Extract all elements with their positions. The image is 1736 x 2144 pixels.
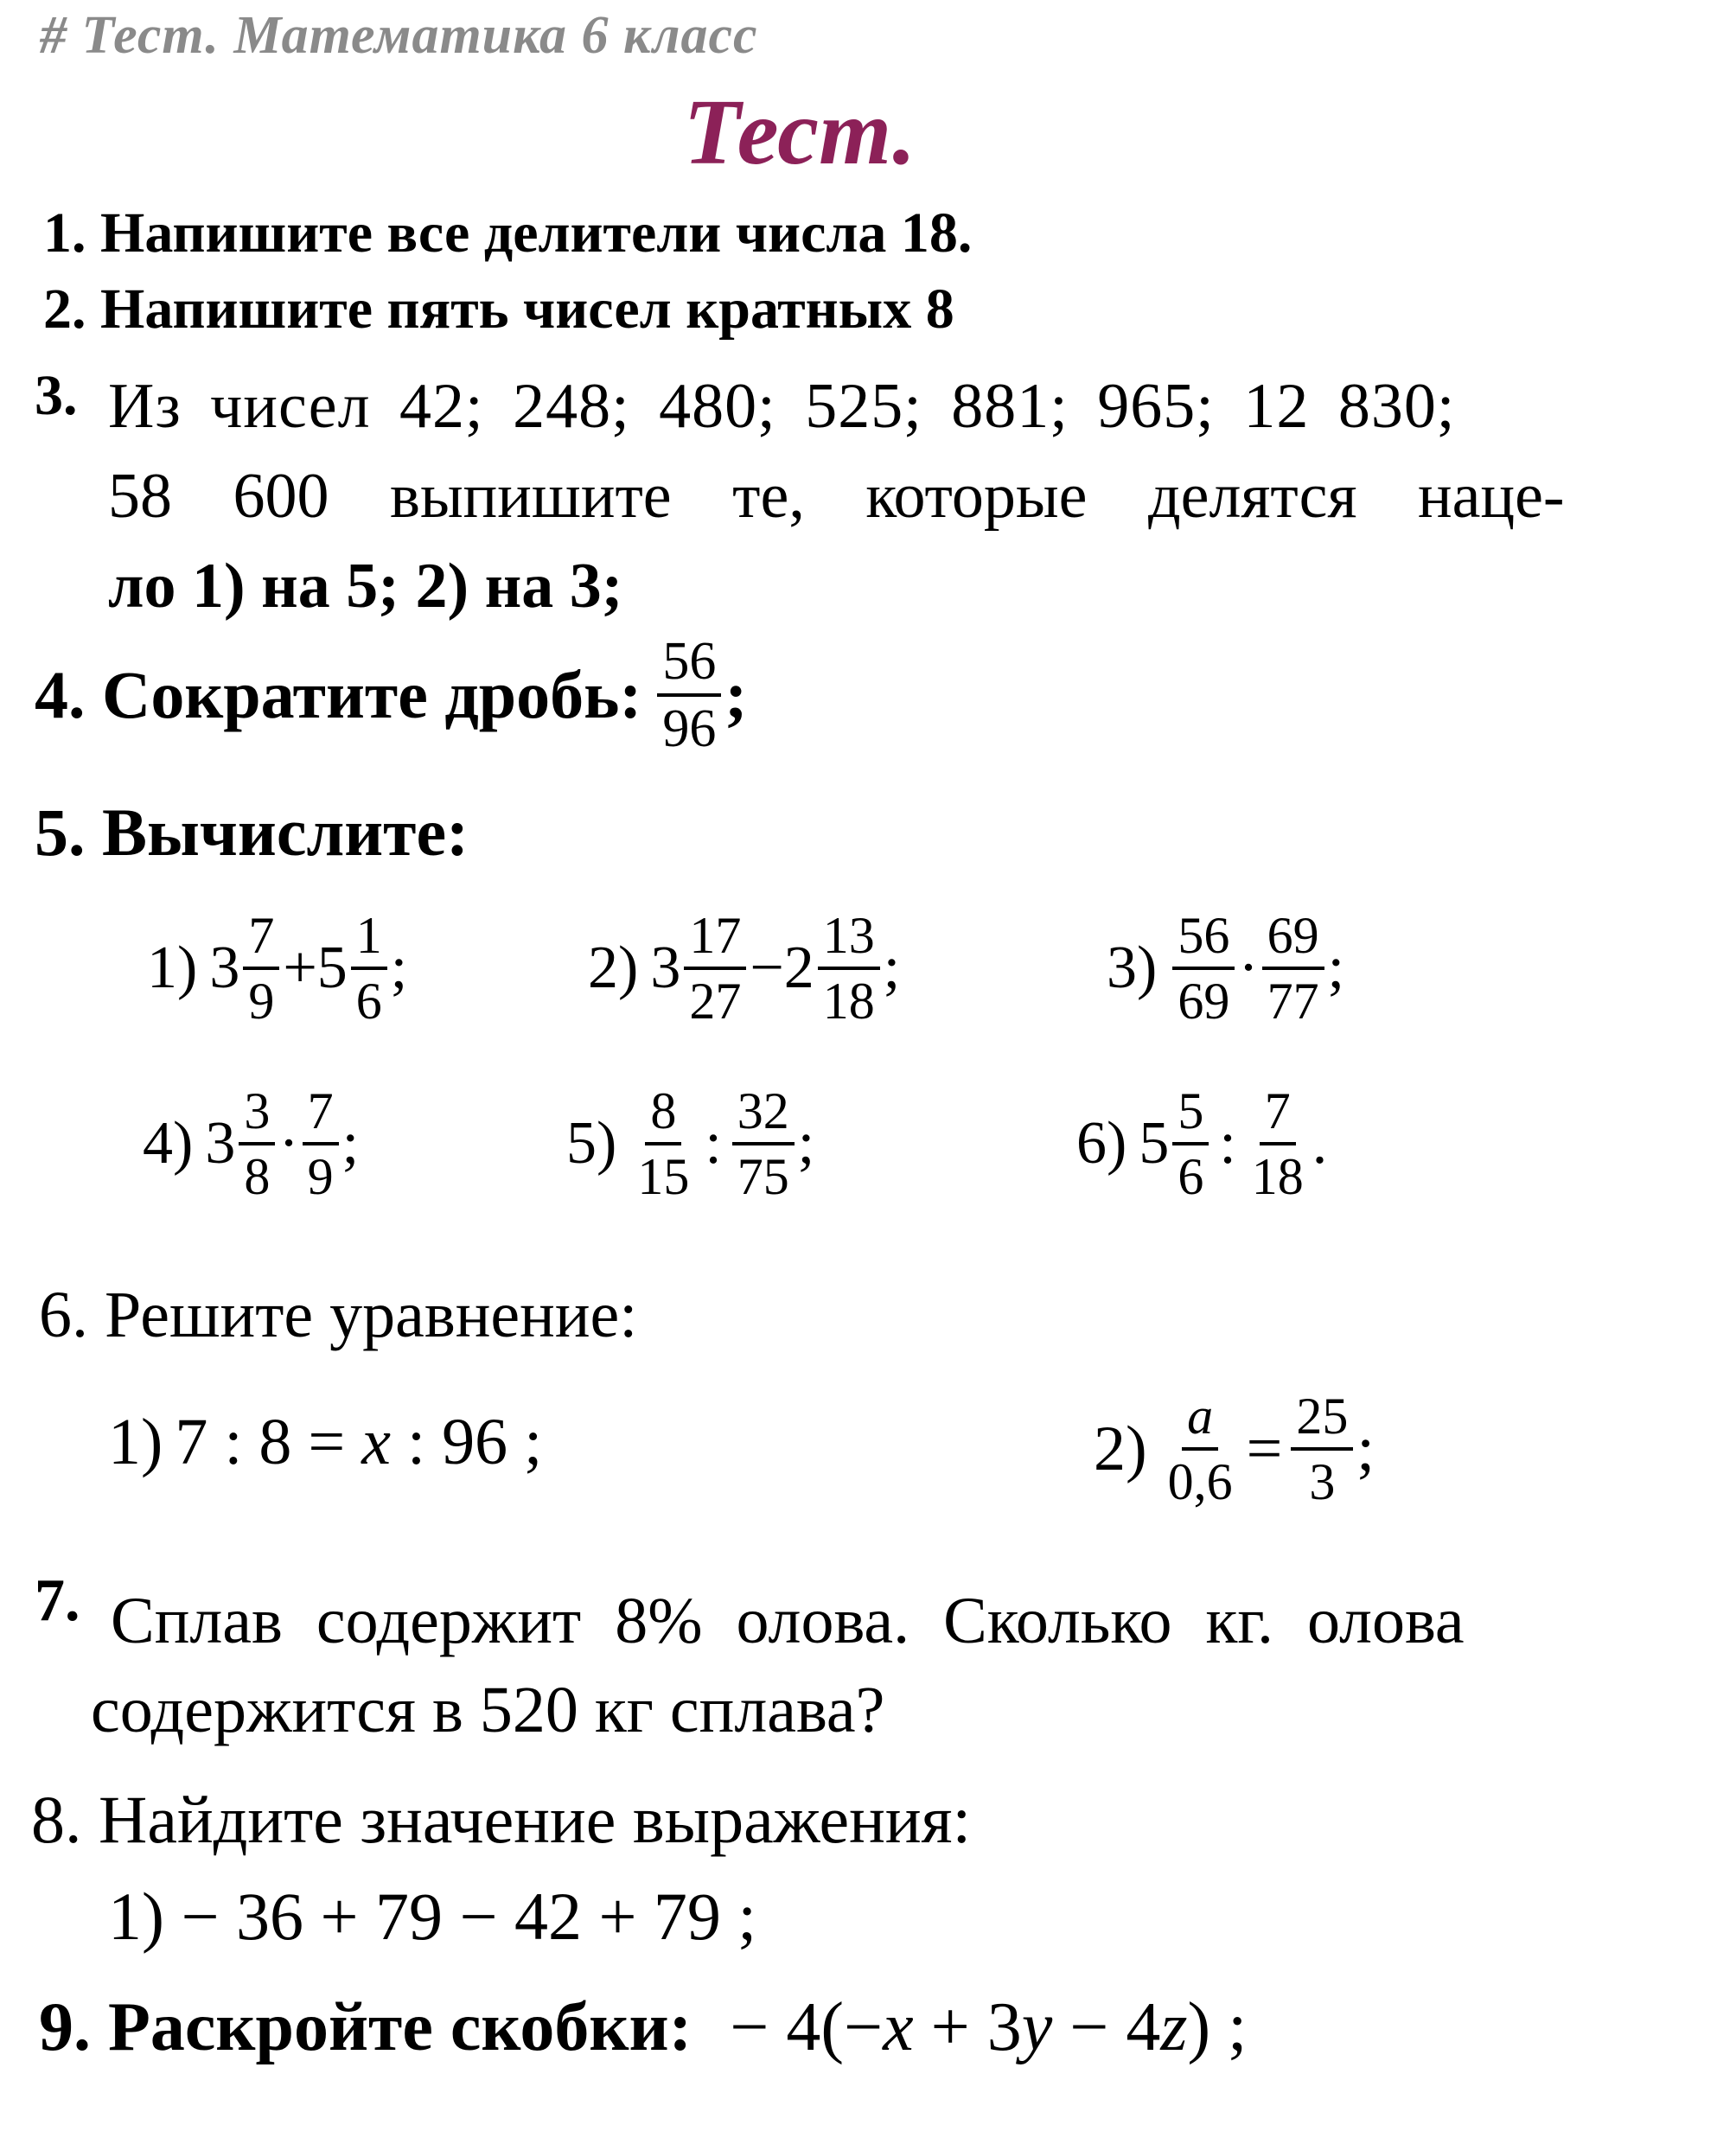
- item-label: 3): [1107, 935, 1158, 1001]
- fraction-numerator: 8: [645, 1085, 681, 1145]
- fraction: [243, 907, 279, 1030]
- fraction-denominator: 6: [1178, 1148, 1204, 1205]
- question-3-number: 3.: [35, 364, 78, 427]
- item-label: 4): [143, 1110, 194, 1177]
- fraction: [818, 907, 880, 1030]
- question-9-text: 9. Раскройте скобки:: [39, 1989, 692, 2065]
- question-9: [39, 1988, 1247, 2067]
- fraction: [351, 907, 387, 1030]
- fraction-denominator: 75: [737, 1148, 789, 1205]
- fraction-numerator: 56: [657, 635, 721, 697]
- question-6-title: 6. Решите уравнение:: [39, 1279, 638, 1351]
- q5-item-1: [147, 907, 408, 1030]
- fraction-56-96: [657, 632, 721, 758]
- whole-part: 3: [209, 935, 240, 1001]
- question-5-title: 5. Вычислите:: [35, 794, 469, 870]
- question-8-title: 8. Найдите значение выражения:: [31, 1782, 972, 1857]
- fraction-numerator: 5: [1172, 1085, 1209, 1145]
- fraction-numerator: 32: [732, 1085, 795, 1145]
- whole-part: 3: [205, 1110, 236, 1177]
- expression-part: + 3: [913, 1989, 1022, 2065]
- fraction-numerator: 69: [1262, 909, 1324, 970]
- whole-part: 2: [783, 935, 814, 1001]
- fraction-numerator: 25: [1291, 1390, 1353, 1451]
- fraction-denominator: 77: [1267, 973, 1319, 1030]
- fraction: [1291, 1390, 1353, 1508]
- whole-part: 5: [1139, 1110, 1170, 1177]
- fraction-denominator: 9: [248, 973, 275, 1030]
- fraction-numerator: a: [1182, 1390, 1218, 1451]
- fraction-denominator: 6: [355, 973, 382, 1030]
- fraction-numerator: 3: [239, 1085, 275, 1145]
- question-4-end: ;: [724, 657, 748, 732]
- fraction-denominator: 18: [822, 973, 875, 1030]
- fraction-numerator: 13: [818, 909, 880, 970]
- item-end: ;: [390, 935, 408, 1001]
- expression-part: − 4: [1052, 1989, 1161, 2065]
- operator: −: [750, 935, 784, 1001]
- fraction: [1172, 1082, 1209, 1205]
- q5-item-4: [143, 1082, 360, 1205]
- question-7-line-2: содержится в 520 кг сплава?: [91, 1674, 885, 1746]
- variable-y: y: [1021, 1989, 1053, 2065]
- item-label: 5): [566, 1110, 617, 1177]
- question-7-number: 7.: [35, 1567, 80, 1634]
- fraction-denominator: 15: [637, 1148, 690, 1205]
- fraction-numerator: 56: [1172, 909, 1235, 970]
- q5-item-3: [1107, 907, 1345, 1030]
- fraction-numerator: 1: [351, 909, 387, 970]
- q5-item-5: [566, 1082, 815, 1205]
- item-end: ;: [1327, 935, 1345, 1001]
- fraction-denominator: 18: [1251, 1148, 1304, 1205]
- operator: ·: [278, 1110, 299, 1177]
- fraction-denominator: 69: [1178, 973, 1230, 1030]
- fraction-denominator: 3: [1309, 1453, 1336, 1510]
- fraction: [1172, 907, 1235, 1030]
- question-7-line-1: Сплав содержит 8% олова. Сколько кг. олова: [111, 1585, 1465, 1657]
- question-2: 2. Напишите пять чисел кратных 8: [43, 278, 954, 341]
- fraction: [239, 1082, 275, 1205]
- operator: :: [1219, 1110, 1236, 1177]
- whole-part: 3: [650, 935, 681, 1001]
- operator: :: [705, 1110, 722, 1177]
- fraction: [1247, 1082, 1309, 1205]
- question-3-line-2: 58 600 выпишите те, которые делятся наце-: [108, 461, 1565, 532]
- fraction-numerator: 7: [303, 1085, 339, 1145]
- equation-part: : 96 ;: [391, 1406, 543, 1478]
- expression-part: ) ;: [1187, 1989, 1248, 2065]
- item-label: 2): [1094, 1413, 1147, 1484]
- fraction-denominator: 96: [662, 699, 717, 758]
- expression-part: − 4(−: [730, 1989, 884, 2065]
- item-end: ;: [1356, 1413, 1375, 1484]
- fraction-denominator: 8: [244, 1148, 271, 1205]
- question-8-expression: 1) − 36 + 79 − 42 + 79 ;: [108, 1879, 757, 1954]
- fraction: [1163, 1390, 1238, 1508]
- fraction-denominator: 0,6: [1167, 1453, 1233, 1510]
- operator: ·: [1238, 935, 1259, 1001]
- item-label: 1): [147, 935, 198, 1001]
- fraction-numerator: 7: [243, 909, 279, 970]
- equation-part: 7 : 8 =: [175, 1406, 362, 1478]
- fraction: [303, 1082, 339, 1205]
- fraction: [632, 1082, 694, 1205]
- fraction-denominator: 27: [689, 973, 742, 1030]
- fraction: [684, 907, 746, 1030]
- fraction-numerator: 17: [684, 909, 746, 970]
- q5-item-2: [588, 907, 901, 1030]
- question-4: [35, 632, 748, 758]
- variable-x: x: [883, 1989, 914, 2065]
- item-end: ;: [797, 1110, 815, 1177]
- fraction: [1262, 907, 1324, 1030]
- item-end: .: [1312, 1110, 1328, 1177]
- item-label: 1): [108, 1406, 163, 1478]
- page-title: Тест.: [683, 81, 916, 184]
- equation-1: [108, 1405, 542, 1480]
- question-3-line-3: ло 1) на 5; 2) на 3;: [108, 551, 623, 622]
- fraction-denominator: 9: [307, 1148, 334, 1205]
- item-end: ;: [341, 1110, 360, 1177]
- fraction: [732, 1082, 795, 1205]
- variable-x: x: [361, 1406, 392, 1478]
- document-header: # Тест. Математика 6 класс: [40, 6, 758, 65]
- item-end: ;: [883, 935, 901, 1001]
- question-4-text: 4. Сократите дробь:: [35, 657, 642, 732]
- operator: +: [283, 935, 317, 1001]
- equation-2: [1094, 1390, 1375, 1508]
- item-label: 2): [588, 935, 639, 1001]
- question-3-line-1: Из чисел 42; 248; 480; 525; 881; 965; 12 830;: [108, 371, 1456, 442]
- variable-z: z: [1160, 1989, 1188, 2065]
- whole-part: 5: [316, 935, 348, 1001]
- q5-item-6: [1076, 1082, 1328, 1205]
- operator: =: [1246, 1413, 1283, 1484]
- question-1: 1. Напишите все делители числа 18.: [43, 201, 973, 265]
- item-label: 6): [1076, 1110, 1127, 1177]
- fraction-numerator: 7: [1260, 1085, 1296, 1145]
